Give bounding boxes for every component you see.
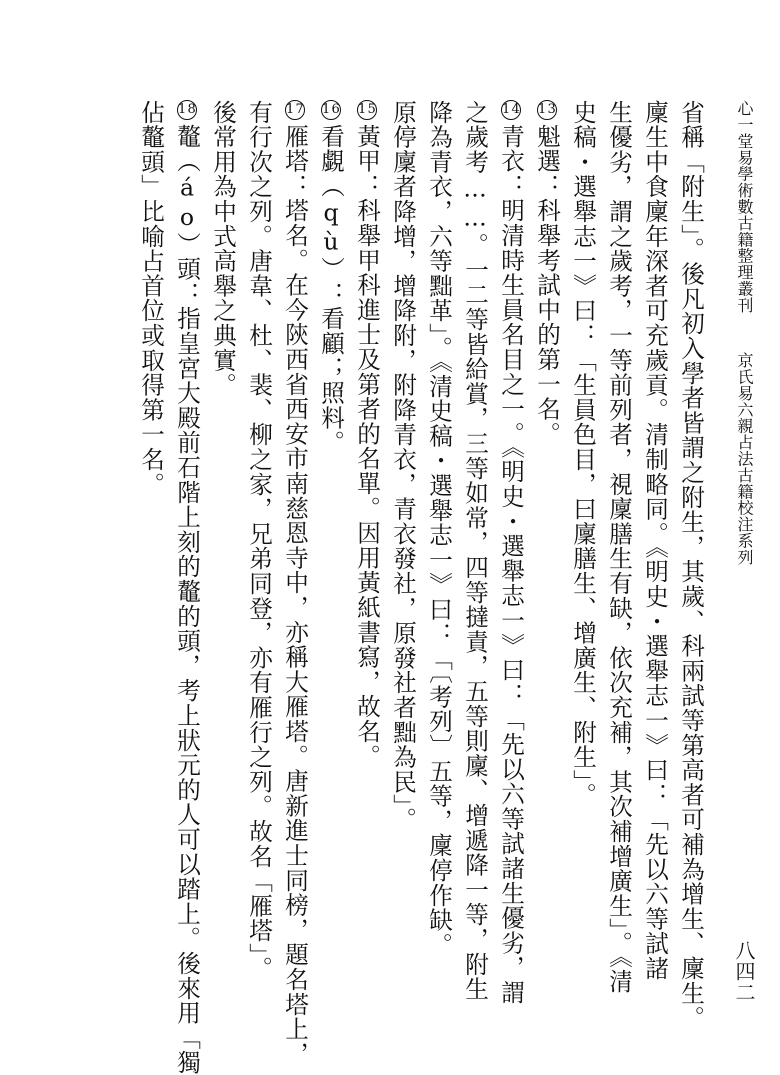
footnote-line — [317, 100, 345, 456]
line-text: 黃甲：科舉甲科進士及第者的名單。因用黃紙書寫，故名。 — [353, 124, 381, 769]
text-line — [209, 100, 237, 398]
footnote-line — [497, 100, 525, 1005]
text-line — [677, 100, 705, 1031]
footnote-number: 14 — [501, 100, 521, 120]
footnote-line — [533, 100, 561, 447]
footnote-line — [173, 100, 201, 1075]
text-line — [569, 100, 597, 808]
text-line — [461, 100, 489, 1002]
line-text: 廩生中食廩年深者可充歲貢。清制略同。《明史・選舉志一》曰：「先以六等試諸 — [641, 100, 669, 981]
footnote-line — [353, 100, 381, 769]
line-text: 史稿・選舉志一》曰：「生員色目，曰廩膳生、增廣生、附生」。 — [569, 100, 597, 808]
header-subtitle: 京氏易六親占法古籍校注系列 — [735, 352, 754, 566]
footnote-number: 16 — [321, 100, 341, 120]
header-series-title: 心一堂易學術數古籍整理叢刊 — [735, 100, 754, 314]
footnote-number: 13 — [537, 100, 557, 120]
line-text: 原停廩者降增，增降附，附降青衣，青衣發社，原發社者黜為民」。 — [389, 100, 417, 833]
text-line — [605, 100, 633, 994]
line-text: 之歲考……。一二等皆給賞，三等如常，四等撻責，五等則廩、增遞降一等，附生 — [461, 100, 489, 1002]
line-text: 鼇（áo）頭：指皇宮大殿前石階上刻的鼇的頭，考上狀元的人可以踏上。後來用「獨 — [173, 124, 201, 1075]
line-text: 後常用為中式高舉之典實。 — [209, 100, 237, 398]
text-line — [245, 100, 273, 981]
footnote-number: 17 — [285, 100, 305, 120]
footnote-line — [281, 100, 309, 1067]
running-header — [736, 100, 752, 565]
line-text: 省稱「附生」。後凡初入學者皆謂之附生，其歲、科兩試等第高者可補為增生、廩生。 — [677, 100, 705, 1031]
line-text: 有行次之列。唐韋、杜、裴、柳之家，兄弟同登，亦有雁行之列。故名「雁塔」。 — [245, 100, 273, 981]
footnote-number: 15 — [357, 100, 377, 120]
page-number: 八四二 — [732, 940, 756, 1003]
line-text: 雁塔：塔名。在今陝西省西安市南慈恩寺中，亦稱大雁塔。唐新進士同榜，題名塔上， — [281, 124, 309, 1067]
line-text: 青衣：明清時生員名目之一。《明史・選舉志一》曰：「先以六等試諸生優劣，謂 — [497, 124, 525, 1005]
line-text: 降為青衣，六等黜革」。《清史稿・選舉志一》曰：「〔考列〕五等，廩停作缺。 — [425, 100, 453, 958]
line-text: 佔鼇頭」比喻占首位或取得第一名。 — [137, 100, 165, 497]
line-text: 魁選：科舉考試中的第一名。 — [533, 124, 561, 447]
text-line — [137, 100, 165, 497]
text-line — [389, 100, 417, 833]
text-line — [425, 100, 453, 958]
text-line — [641, 100, 669, 981]
line-text: 看覷（qù）：看顧；照料。 — [317, 124, 345, 456]
footnote-number: 18 — [177, 100, 197, 120]
line-text: 生優劣，謂之歲考，一等前列者，視廩膳生有缺，依次充補，其次補增廣生」。《清 — [605, 100, 633, 994]
